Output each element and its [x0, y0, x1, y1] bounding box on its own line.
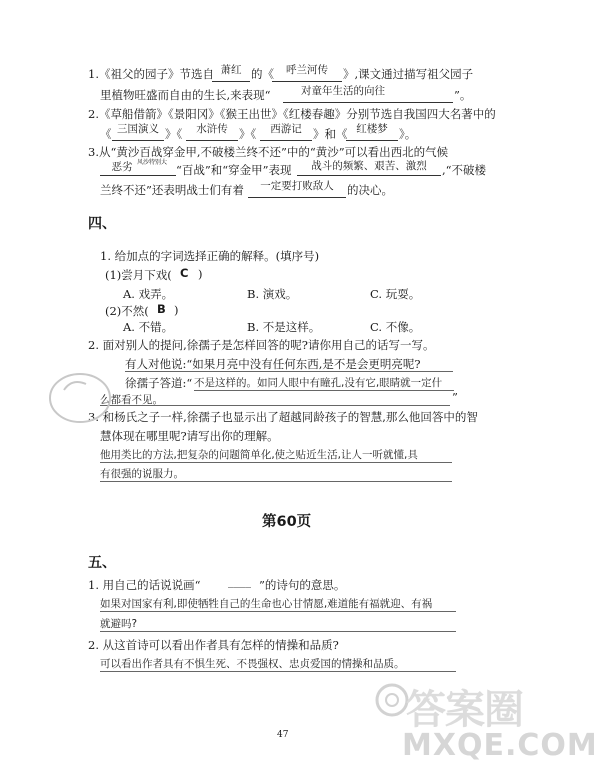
- q5-2-answer: 可以看出作者具有不惧生死、不畏强权、忠贞爱国的情操和品质。: [100, 658, 405, 670]
- watermark-url: MXQE.COM: [402, 728, 598, 763]
- watermark-logo: [372, 674, 598, 774]
- q3-3-line3b: 的决心。: [347, 183, 393, 197]
- watermark-title: 答案圈: [406, 687, 523, 733]
- q3-1-blank-theme: 对童年生活的向往: [301, 85, 385, 97]
- q5-1-answer-line1: 如果对国家有利,即使牺牲自己的生命也心甘情愿,难道能有福就迎、有祸: [100, 598, 433, 610]
- q3-3-blank-3: 一定要打败敌人: [260, 180, 334, 192]
- q4-2-answer-line1: 不是这样的。如同人眼中有瞳孔,没有它,眼睛就一定什: [194, 377, 443, 389]
- q3-1-suffix: 》,课文通过描写祖父园子: [343, 67, 474, 81]
- q3-3-blank-2: 战斗的频繁、艰苦、激烈: [311, 160, 427, 172]
- q4-1-sub1-answer: C: [180, 266, 189, 280]
- q4-1-opt2-b: B. 不是这样。: [247, 320, 321, 334]
- q4-1-opt1-c: C. 玩耍。: [370, 287, 421, 301]
- q3-3-line3a: 兰终不还”还表明战士们有着: [100, 183, 244, 197]
- q3-2-blank-2: 水浒传: [196, 123, 228, 135]
- q5-1-title-b: ”的诗句的意思。: [259, 578, 346, 592]
- section-five-label: 五、: [88, 555, 116, 571]
- q5-1-answer-line2: 就避吗?: [100, 618, 138, 630]
- q4-1-sub2-answer: B: [157, 302, 166, 316]
- q3-1-blank-author: 萧红: [220, 64, 242, 76]
- q3-3-blank-1b: 风沙特别大: [136, 159, 167, 166]
- q3-2-sep-2: 》《: [239, 127, 257, 141]
- q5-1-title-a: 1. 用自己的话说说画“: [88, 578, 201, 592]
- q3-3-line1: 3.从“黄沙百战穿金甲,不破楼兰终不还”中的“黄沙”可以看出西北的气候: [88, 145, 449, 159]
- q4-1-opt1-a: A. 戏弄。: [123, 287, 174, 301]
- q4-1-sub2-end: ): [174, 303, 179, 317]
- q3-2-blank-4: 红楼梦: [356, 123, 388, 135]
- q3-2-blank-3: 西游记: [270, 123, 302, 135]
- q3-1-line2: 里植物旺盛而自由的生长,来表现“: [100, 88, 271, 102]
- q4-3-line1: 3. 和杨氏之子一样,徐孺子也显示出了超越同龄孩子的智慧,那么他回答中的智: [88, 410, 478, 424]
- q4-1-opt2-a: A. 不错。: [123, 320, 174, 334]
- q4-1-sub1: (1)尝月下戏(: [105, 268, 172, 282]
- q4-3-line2: 慧体现在哪里呢?请写出你的理解。: [100, 429, 279, 443]
- q4-3-answer-line2: 有很强的说服力。: [100, 468, 184, 480]
- q3-2-sep-4: 》。: [399, 127, 417, 141]
- q3-2-sep-1: 》《: [165, 127, 183, 141]
- page-number: 47: [277, 730, 289, 740]
- section-four-label: 四、: [88, 216, 116, 232]
- q4-2-line2-label: 徐孺子答道:“: [125, 376, 193, 390]
- q3-2-blank-1: 三国演义: [117, 123, 159, 135]
- q4-1-opt1-b: B. 演戏。: [247, 287, 298, 301]
- q3-1-prefix: 1.《祖父的园子》节选自: [88, 67, 214, 81]
- q3-1-blank-book: 呼兰河传: [286, 64, 328, 76]
- page-heading: 第60页: [262, 514, 312, 530]
- q4-1-sub1-end: ): [198, 267, 203, 281]
- q3-3-mid: “百战”和“穿金甲”表现: [176, 163, 292, 177]
- q3-2-line1: 2.《草船借箭》《景阳冈》《猴王出世》《红楼春趣》分别节选自我国四大名著中的: [88, 107, 496, 121]
- q3-2-open: 《: [100, 127, 112, 141]
- q4-1-sub2: (2)不然(: [105, 304, 149, 318]
- q4-1-title: 1. 给加点的字词选择正确的解释。(填序号): [100, 249, 320, 263]
- q3-3-end: ,“不破楼: [442, 163, 487, 177]
- q5-1-title-blank: ____: [228, 574, 251, 588]
- q3-3-blank-1a: 恶劣: [111, 161, 133, 173]
- q4-2-answer-line2: 么都看不见。: [100, 394, 163, 406]
- q4-2-line1: 有人对他说:“如果月亮中没有任何东西,是不是会更明亮呢?: [125, 357, 421, 371]
- q4-1-opt2-c: C. 不像。: [370, 320, 421, 334]
- q4-2-title: 2. 面对别人的提问,徐孺子是怎样回答的呢?请你用自己的话写一写。: [88, 338, 435, 352]
- q4-2-close-quote: ”: [452, 390, 458, 404]
- watermark-ring-icon: [372, 680, 412, 720]
- q3-2-sep-3: 》和《: [313, 127, 348, 141]
- q5-2-title: 2. 从这首诗可以看出作者具有怎样的情操和品质?: [88, 638, 339, 652]
- q3-1-line2-end: ”。: [454, 88, 472, 102]
- q4-3-answer-line1: 他用类比的方法,把复杂的问题简单化,使之贴近生活,让人一听就懂,具: [100, 449, 418, 461]
- q3-1-mid: 的《: [251, 67, 274, 81]
